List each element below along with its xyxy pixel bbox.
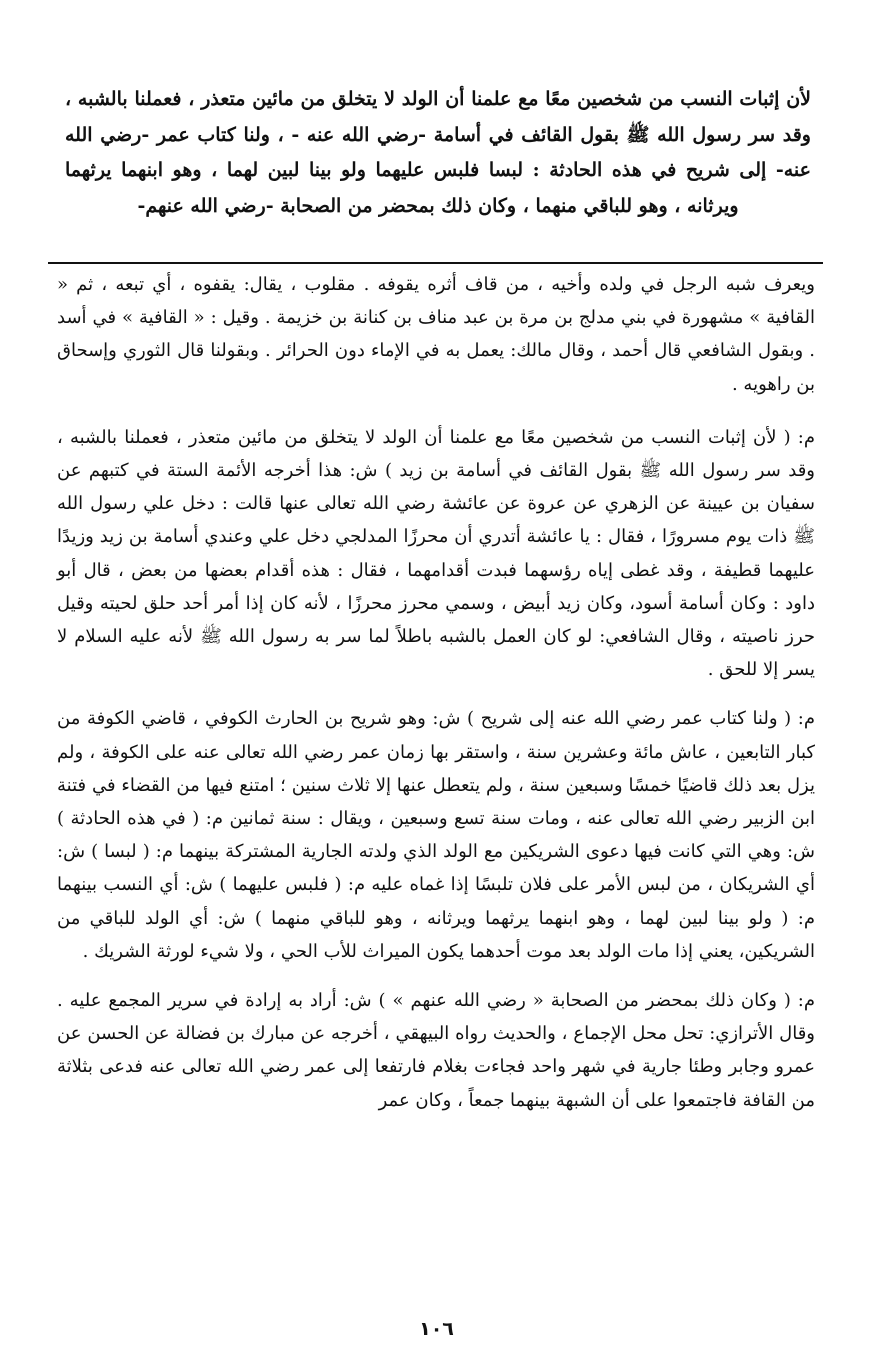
footnote-separator-line	[48, 262, 823, 264]
commentary-paragraph: م: ( ولنا كتاب عمر رضي الله عنه إلى شريح ) ش: وهو شريح بن الحارث الكوفي ، قاضي الكوفة من كبار التابعين ، عاش مائة وعشرين سنة ، واستقر بها زمان عمر رضي الله تعالى عنه على الكوفة ، ولم يزل بعد ذلك قاضيًا خمسًا وسبعين سنة ، ولم يتعطل عنها إلا ثلاث سنين ؛ امتنع فيها من القضاء في فتنة ابن الزبير رضي الله تعالى عنه ، ومات سنة تسع وسبعين ، ويقال : سنة ثمانين م: ( في هذه الحادثة ) ش: وهي التي كانت فيها دعوى الشريكين مع الولد الذي ولدته الجارية المشتركة بينهما م: ( لبسا ) ش: أي الشريكان ، من لبس الأمر على فلان تلبسًا إذا غماه عليه م: ( فلبس عليهما ) ش: أي النسب بينهما م: ( ولو بينا لبين لهما ، وهو ابنهما يرثهما ويرثانه ، وهو للباقي منهما ) ش: أي الولد للباقي من الشريكين، يعني إذا مات الولد بعد موت أحدهما يكون الميراث للأب الحي ، ولا شيء لورثة الشريك .	[57, 708, 815, 962]
commentary-paragraph: ويعرف شبه الرجل في ولده وأخيه ، من قاف أثره يقوفه . مقلوب ، يقال: يقفوه ، أي تبعه ، ثم « القافية » مشهورة في بني مدلج بن مرة بن عبد مناف بن كنانة بن خزيمة . وقيل : « القافية » في أسد . وبقول الشافعي قال أحمد ، وقال مالك: يعمل به في الإماء دون الحرائر . وبقولنا قال الثوري وإسحاق بن راهويه .	[57, 274, 815, 395]
main-text-paragraph: لأن إثبات النسب من شخصين معًا مع علمنا أن الولد لا يتخلق من مائين متعذر ، فعملنا بالشبه ، وقد سر رسول الله ﷺ بقول القائف في أسامة -رضي الله عنه - ، ولنا كتاب عمر -رضي الله عنه- إلى شريح في هذه الحادثة : لبسا فلبس عليهما ولو بينا لبين لهما ، وهو ابنهما يرثهما ويرثانه ، وهو للباقي منهما ، وكان ذلك بمحضر من الصحابة -رضي الله عنهم-	[65, 88, 811, 217]
commentary-paragraph: م: ( لأن إثبات النسب من شخصين معًا مع علمنا أن الولد لا يتخلق من مائين متعذر ، فعملنا بالشبه ، وقد سر رسول الله ﷺ بقول القائف في أسامة بن زيد ) ش: هذا أخرجه الأئمة الستة في كتبهم عن سفيان بن عيينة عن الزهري عن عروة عن عائشة رضي الله تعالى عنها قالت : دخل علي رسول الله ﷺ ذات يوم مسرورًا ، فقال : يا عائشة أتدري أن محرزًا المدلجي دخل علي وعندي أسامة بن زيد وزيدًا عليهما قطيفة ، وقد غطى إياه رؤسهما فبدت أقدامهما ، فقال : هذه أقدام بعضها من بعض ، قال أبو داود : وكان أسامة أسود، وكان زيد أبيض ، وسمي محرز محرزًا ، لأنه كان إذا أمر أحد حلق لحيته وقيل حرز ناصيته ، وقال الشافعي: لو كان العمل بالشبه باطلاً لما سر به رسول الله ﷺ لأنه عليه السلام لا يسر إلا للحق .	[57, 426, 816, 681]
main-text-block	[65, 82, 811, 224]
commentary-paragraph: م: ( وكان ذلك بمحضر من الصحابة « رضي الله عنهم » ) ش: أراد به إرادة في سرير المجمع عليه . وقال الأترازي: تحل محل الإجماع ، والحديث رواه البيهقي ، أخرجه عن مبارك بن فضالة عن الحسن عن عمرو وجابر وطئا جارية في شهر واحد فجاءت بغلام فارتفعا إلى عمر رضي الله تعالى عنه فدعى بثلاثة من القافة فاجتمعوا على أن الشبهة بينهما جمعاً ، وكان عمر	[57, 990, 815, 1111]
commentary-block	[57, 268, 815, 1133]
page-number: ١٠٦	[419, 1318, 454, 1340]
